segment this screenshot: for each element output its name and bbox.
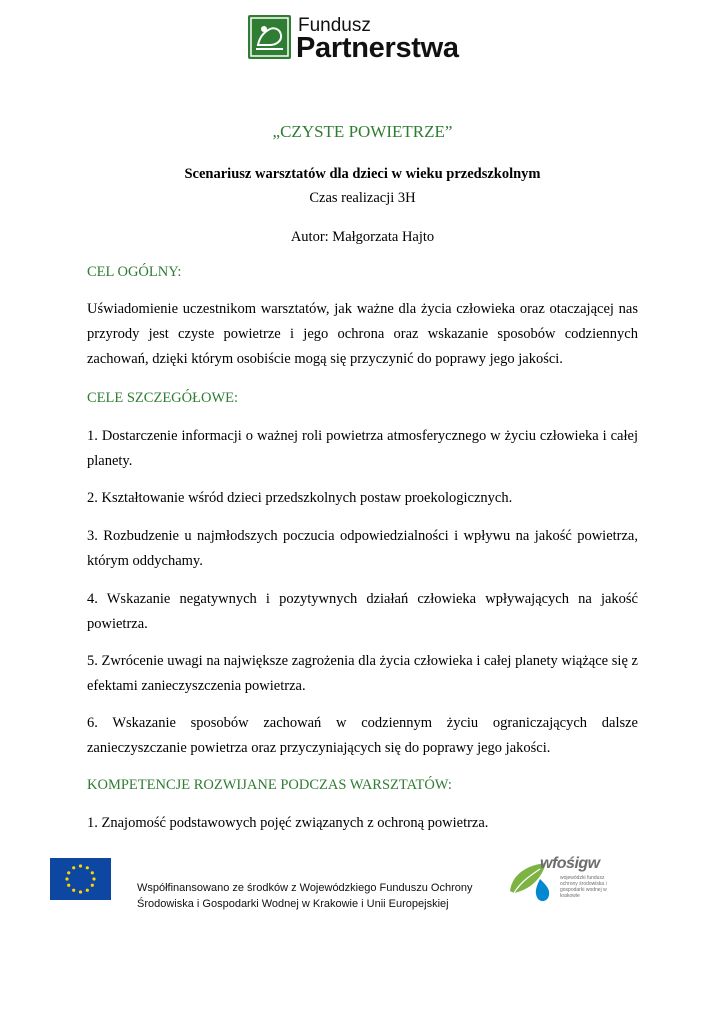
list-item: 1. Dostarczenie informacji o ważnej roli powietrza atmosferycznego w życiu człowieka i całej planety. — [87, 428, 638, 469]
logo-emblem-icon — [248, 15, 291, 59]
document-subtitle: Scenariusz warsztatów dla dzieci w wieku przedszkolnym — [184, 166, 541, 182]
logo-line-1: Fundusz — [298, 15, 371, 36]
eu-flag-icon — [50, 858, 111, 900]
list-item: 2. Kształtowanie wśród dzieci przedszkolnych postaw proekologicznych. — [87, 490, 513, 506]
wfosigw-subtitle: wojewódzki fundusz ochrony środowiska i gospodarki wodnej w krakowie — [560, 875, 607, 899]
wfosigw-title: wfośigw — [540, 855, 600, 872]
cofinancing-line-1: Współfinansowano ze środków z Wojewódzkiego Funduszu Ochrony — [137, 882, 473, 894]
fundusz-partnerstwa-logo — [248, 15, 488, 63]
cofinancing-line-2: Środowiska i Gospodarki Wodnej w Krakowie i Unii Europejskiej — [137, 898, 449, 910]
list-item: 3. Rozbudzenie u najmłodszych poczucia odpowiedzialności i wpływu na jakość powietrza, którym oddychamy. — [87, 528, 638, 569]
wfosigw-logo — [506, 853, 616, 908]
general-goal-text: Uświadomienie uczestnikom warsztatów, jak ważne dla życia człowieka oraz otaczającej nas przyrody jest czyste powietrze i jego ochrona oraz wskazanie sposobów codziennych zachowań, dzięki którym osobiście mogą się przyczynić do poprawy jego jakości. — [87, 301, 638, 367]
list-item: 4. Wskazanie negatywnych i pozytywnych działań człowieka wpływających na jakość powietrza. — [87, 591, 638, 632]
duration: Czas realizacji 3H — [309, 190, 416, 206]
cofinancing-note — [137, 880, 472, 912]
logo-line-2: Partnerstwa — [296, 32, 459, 64]
list-item: 5. Zwrócenie uwagi na największe zagrożenia dla życia człowieka i całej planety wiążące się z efektami zanieczyszczenia powietrza. — [87, 653, 638, 694]
document-title: „CZYSTE POWIETRZE” — [272, 122, 453, 141]
detailed-goals-heading: CELE SZCZEGÓŁOWE: — [87, 390, 239, 406]
list-item: 1. Znajomość podstawowych pojęć związanych z ochroną powietrza. — [87, 815, 489, 831]
author: Autor: Małgorzata Hajto — [290, 229, 435, 245]
list-item: 6. Wskazanie sposobów zachowań w codziennym życiu ograniczających dalsze zanieczyszczanie powietrza oraz przyczyniających się do poprawy jego jakości. — [87, 715, 638, 756]
general-goal-heading: CEL OGÓLNY: — [87, 264, 182, 280]
competences-heading: KOMPETENCJE ROZWIJANE PODCZAS WARSZTATÓW: — [87, 777, 452, 793]
